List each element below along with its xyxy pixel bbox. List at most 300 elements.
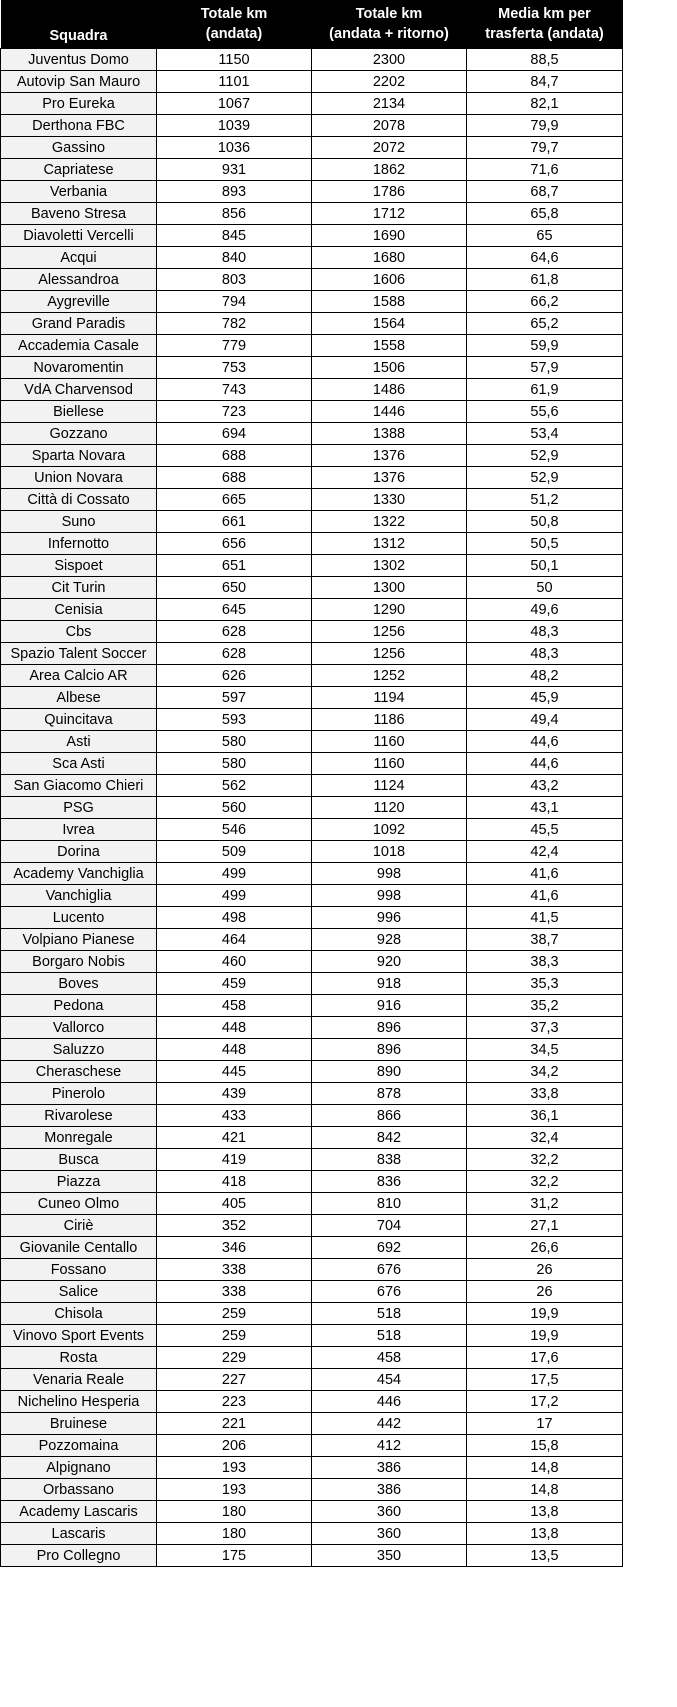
km-andata-cell: 650 (157, 577, 312, 599)
table-row (1, 753, 623, 775)
team-cell: Monregale (1, 1127, 157, 1149)
table-row (1, 313, 623, 335)
table-row (1, 1127, 623, 1149)
table-row (1, 467, 623, 489)
team-cell: Alessandroa (1, 269, 157, 291)
km-andata-cell: 418 (157, 1171, 312, 1193)
team-cell: Biellese (1, 401, 157, 423)
table-row (1, 1215, 623, 1237)
header-squadra-line-1: Squadra (49, 28, 108, 44)
team-cell: Giovanile Centallo (1, 1237, 157, 1259)
table-row (1, 1391, 623, 1413)
table-row (1, 269, 623, 291)
team-cell: Ciriè (1, 1215, 157, 1237)
table-row (1, 137, 623, 159)
table-row (1, 291, 623, 313)
km-andata-ritorno-cell: 676 (312, 1281, 467, 1303)
km-andata-ritorno-cell: 1092 (312, 819, 467, 841)
km-andata-cell: 206 (157, 1435, 312, 1457)
table-row (1, 621, 623, 643)
km-andata-cell: 1101 (157, 71, 312, 93)
media-km-cell: 64,6 (467, 247, 623, 269)
team-cell: Cenisia (1, 599, 157, 621)
table-row (1, 1523, 623, 1545)
team-cell: Sca Asti (1, 753, 157, 775)
table-body (1, 49, 623, 1567)
km-andata-ritorno-cell: 1712 (312, 203, 467, 225)
team-cell: Accademia Casale (1, 335, 157, 357)
table-row (1, 247, 623, 269)
team-cell: Vallorco (1, 1017, 157, 1039)
km-andata-ritorno-cell: 518 (312, 1303, 467, 1325)
km-andata-cell: 628 (157, 643, 312, 665)
km-andata-ritorno-cell: 1186 (312, 709, 467, 731)
km-andata-cell: 229 (157, 1347, 312, 1369)
table-row (1, 1193, 623, 1215)
header-totale-ar-line-1: Totale km (355, 6, 423, 22)
km-andata-ritorno-cell: 360 (312, 1501, 467, 1523)
media-km-cell: 61,9 (467, 379, 623, 401)
table-row (1, 401, 623, 423)
media-km-cell: 44,6 (467, 731, 623, 753)
km-andata-ritorno-cell: 2300 (312, 49, 467, 71)
km-andata-cell: 445 (157, 1061, 312, 1083)
header-media-line-1: Media km per (498, 6, 591, 22)
km-andata-cell: 448 (157, 1017, 312, 1039)
media-km-cell: 38,7 (467, 929, 623, 951)
table-row (1, 489, 623, 511)
km-andata-cell: 259 (157, 1325, 312, 1347)
media-km-cell: 48,3 (467, 643, 623, 665)
km-andata-ritorno-cell: 1256 (312, 621, 467, 643)
team-cell: Busca (1, 1149, 157, 1171)
km-andata-cell: 1150 (157, 49, 312, 71)
km-andata-ritorno-cell: 920 (312, 951, 467, 973)
team-cell: Acqui (1, 247, 157, 269)
team-cell: Borgaro Nobis (1, 951, 157, 973)
media-km-cell: 52,9 (467, 445, 623, 467)
km-andata-ritorno-cell: 1256 (312, 643, 467, 665)
km-andata-cell: 499 (157, 863, 312, 885)
table-row (1, 775, 623, 797)
table-row (1, 577, 623, 599)
team-cell: Juventus Domo (1, 49, 157, 71)
km-andata-cell: 221 (157, 1413, 312, 1435)
table-row (1, 555, 623, 577)
km-andata-cell: 509 (157, 841, 312, 863)
km-andata-cell: 433 (157, 1105, 312, 1127)
media-km-cell: 55,6 (467, 401, 623, 423)
km-andata-cell: 580 (157, 753, 312, 775)
media-km-cell: 14,8 (467, 1457, 623, 1479)
team-cell: Albese (1, 687, 157, 709)
media-km-cell: 61,8 (467, 269, 623, 291)
km-andata-cell: 448 (157, 1039, 312, 1061)
km-andata-cell: 193 (157, 1479, 312, 1501)
team-cell: Baveno Stresa (1, 203, 157, 225)
km-andata-cell: 338 (157, 1281, 312, 1303)
table-row (1, 423, 623, 445)
km-andata-ritorno-cell: 1018 (312, 841, 467, 863)
team-cell: Rivarolese (1, 1105, 157, 1127)
media-km-cell: 33,8 (467, 1083, 623, 1105)
team-cell: Cheraschese (1, 1061, 157, 1083)
media-km-cell: 37,3 (467, 1017, 623, 1039)
km-andata-cell: 688 (157, 467, 312, 489)
km-andata-cell: 338 (157, 1259, 312, 1281)
media-km-cell: 14,8 (467, 1479, 623, 1501)
km-andata-ritorno-cell: 1300 (312, 577, 467, 599)
table-row (1, 511, 623, 533)
km-andata-cell: 1039 (157, 115, 312, 137)
team-cell: Diavoletti Vercelli (1, 225, 157, 247)
km-andata-ritorno-cell: 878 (312, 1083, 467, 1105)
table-row (1, 643, 623, 665)
media-km-cell: 68,7 (467, 181, 623, 203)
km-andata-ritorno-cell: 1388 (312, 423, 467, 445)
km-andata-ritorno-cell: 838 (312, 1149, 467, 1171)
km-andata-ritorno-cell: 458 (312, 1347, 467, 1369)
km-andata-ritorno-cell: 996 (312, 907, 467, 929)
km-andata-cell: 645 (157, 599, 312, 621)
km-andata-ritorno-cell: 928 (312, 929, 467, 951)
km-andata-ritorno-cell: 1558 (312, 335, 467, 357)
km-andata-ritorno-cell: 1486 (312, 379, 467, 401)
team-cell: Derthona FBC (1, 115, 157, 137)
team-cell: Novaromentin (1, 357, 157, 379)
km-andata-cell: 458 (157, 995, 312, 1017)
km-andata-cell: 560 (157, 797, 312, 819)
km-andata-cell: 180 (157, 1523, 312, 1545)
media-km-cell: 26 (467, 1259, 623, 1281)
header-row (1, 0, 623, 49)
km-andata-ritorno-cell: 446 (312, 1391, 467, 1413)
km-andata-ritorno-cell: 1290 (312, 599, 467, 621)
table-row (1, 115, 623, 137)
media-km-cell: 26 (467, 1281, 623, 1303)
team-cell: Lucento (1, 907, 157, 929)
km-andata-ritorno-cell: 1506 (312, 357, 467, 379)
table-row (1, 1303, 623, 1325)
media-km-cell: 53,4 (467, 423, 623, 445)
km-andata-cell: 405 (157, 1193, 312, 1215)
media-km-cell: 41,6 (467, 885, 623, 907)
media-km-cell: 42,4 (467, 841, 623, 863)
table-row (1, 203, 623, 225)
km-andata-ritorno-cell: 1120 (312, 797, 467, 819)
km-andata-cell: 593 (157, 709, 312, 731)
km-andata-ritorno-cell: 676 (312, 1259, 467, 1281)
km-andata-cell: 1067 (157, 93, 312, 115)
table-row (1, 819, 623, 841)
media-km-cell: 48,2 (467, 665, 623, 687)
table-row (1, 797, 623, 819)
table-row (1, 1369, 623, 1391)
table-row (1, 731, 623, 753)
km-andata-cell: 779 (157, 335, 312, 357)
km-andata-cell: 580 (157, 731, 312, 753)
table-row (1, 841, 623, 863)
team-cell: Sparta Novara (1, 445, 157, 467)
media-km-cell: 32,2 (467, 1149, 623, 1171)
media-km-cell: 13,8 (467, 1523, 623, 1545)
media-km-cell: 59,9 (467, 335, 623, 357)
media-km-cell: 52,9 (467, 467, 623, 489)
table-row (1, 1083, 623, 1105)
km-andata-ritorno-cell: 2134 (312, 93, 467, 115)
km-andata-ritorno-cell: 1564 (312, 313, 467, 335)
table-row (1, 1149, 623, 1171)
table-row (1, 709, 623, 731)
team-cell: Academy Vanchiglia (1, 863, 157, 885)
team-cell: Boves (1, 973, 157, 995)
team-cell: Sispoet (1, 555, 157, 577)
media-km-cell: 38,3 (467, 951, 623, 973)
table-row (1, 445, 623, 467)
media-km-cell: 84,7 (467, 71, 623, 93)
km-andata-ritorno-cell: 386 (312, 1457, 467, 1479)
table-row (1, 1347, 623, 1369)
media-km-cell: 88,5 (467, 49, 623, 71)
table-row (1, 1281, 623, 1303)
team-cell: Aygreville (1, 291, 157, 313)
team-cell: Vinovo Sport Events (1, 1325, 157, 1347)
team-cell: Volpiano Pianese (1, 929, 157, 951)
km-andata-cell: 419 (157, 1149, 312, 1171)
km-andata-ritorno-cell: 1376 (312, 467, 467, 489)
media-km-cell: 50 (467, 577, 623, 599)
team-cell: Cit Turin (1, 577, 157, 599)
team-cell: Gozzano (1, 423, 157, 445)
media-km-cell: 27,1 (467, 1215, 623, 1237)
km-andata-cell: 439 (157, 1083, 312, 1105)
table-row (1, 1435, 623, 1457)
media-km-cell: 34,2 (467, 1061, 623, 1083)
table-row (1, 907, 623, 929)
km-andata-ritorno-cell: 518 (312, 1325, 467, 1347)
media-km-cell: 32,4 (467, 1127, 623, 1149)
media-km-cell: 49,4 (467, 709, 623, 731)
table-row (1, 1545, 623, 1567)
km-andata-ritorno-cell: 412 (312, 1435, 467, 1457)
team-cell: Venaria Reale (1, 1369, 157, 1391)
table-row (1, 335, 623, 357)
km-andata-cell: 794 (157, 291, 312, 313)
media-km-cell: 31,2 (467, 1193, 623, 1215)
team-cell: Cbs (1, 621, 157, 643)
team-cell: Salice (1, 1281, 157, 1303)
media-km-cell: 65,2 (467, 313, 623, 335)
team-cell: Ivrea (1, 819, 157, 841)
media-km-cell: 51,2 (467, 489, 623, 511)
km-andata-ritorno-cell: 1786 (312, 181, 467, 203)
km-andata-ritorno-cell: 2078 (312, 115, 467, 137)
team-cell: Bruinese (1, 1413, 157, 1435)
table-row (1, 1039, 623, 1061)
km-andata-ritorno-cell: 2072 (312, 137, 467, 159)
team-cell: Autovip San Mauro (1, 71, 157, 93)
team-cell: Suno (1, 511, 157, 533)
km-andata-ritorno-cell: 360 (312, 1523, 467, 1545)
media-km-cell: 41,5 (467, 907, 623, 929)
km-andata-ritorno-cell: 1680 (312, 247, 467, 269)
team-cell: Asti (1, 731, 157, 753)
team-cell: Rosta (1, 1347, 157, 1369)
media-km-cell: 50,8 (467, 511, 623, 533)
km-andata-ritorno-cell: 1862 (312, 159, 467, 181)
media-km-cell: 49,6 (467, 599, 623, 621)
km-andata-cell: 753 (157, 357, 312, 379)
media-km-cell: 19,9 (467, 1325, 623, 1347)
km-andata-ritorno-cell: 1194 (312, 687, 467, 709)
km-andata-ritorno-cell: 810 (312, 1193, 467, 1215)
km-andata-ritorno-cell: 842 (312, 1127, 467, 1149)
km-andata-cell: 845 (157, 225, 312, 247)
table-row (1, 357, 623, 379)
media-km-cell: 45,5 (467, 819, 623, 841)
table-row (1, 1171, 623, 1193)
km-andata-ritorno-cell: 1160 (312, 731, 467, 753)
team-cell: Chisola (1, 1303, 157, 1325)
team-cell: Union Novara (1, 467, 157, 489)
header-media-km (467, 0, 623, 49)
team-cell: Academy Lascaris (1, 1501, 157, 1523)
km-andata-ritorno-cell: 1322 (312, 511, 467, 533)
header-totale-andata-line-1: Totale km (200, 6, 268, 22)
team-cell: Pinerolo (1, 1083, 157, 1105)
header-squadra (1, 0, 157, 49)
km-andata-cell: 893 (157, 181, 312, 203)
table-row (1, 995, 623, 1017)
table-row (1, 93, 623, 115)
media-km-cell: 36,1 (467, 1105, 623, 1127)
table-row (1, 863, 623, 885)
km-andata-ritorno-cell: 692 (312, 1237, 467, 1259)
km-andata-cell: 694 (157, 423, 312, 445)
team-cell: Pro Eureka (1, 93, 157, 115)
km-andata-cell: 464 (157, 929, 312, 951)
media-km-cell: 44,6 (467, 753, 623, 775)
media-km-cell: 71,6 (467, 159, 623, 181)
km-andata-cell: 562 (157, 775, 312, 797)
table-row (1, 1259, 623, 1281)
team-cell: Quincitava (1, 709, 157, 731)
table-header (1, 0, 623, 49)
header-totale-km-andata-ritorno (312, 0, 467, 49)
media-km-cell: 45,9 (467, 687, 623, 709)
km-andata-cell: 743 (157, 379, 312, 401)
media-km-cell: 19,9 (467, 1303, 623, 1325)
team-cell: Gassino (1, 137, 157, 159)
km-andata-ritorno-cell: 836 (312, 1171, 467, 1193)
media-km-cell: 35,2 (467, 995, 623, 1017)
media-km-cell: 41,6 (467, 863, 623, 885)
team-cell: Verbania (1, 181, 157, 203)
km-andata-cell: 180 (157, 1501, 312, 1523)
km-andata-ritorno-cell: 916 (312, 995, 467, 1017)
km-andata-cell: 421 (157, 1127, 312, 1149)
km-andata-cell: 259 (157, 1303, 312, 1325)
header-totale-km-andata (157, 0, 312, 49)
team-cell: Orbassano (1, 1479, 157, 1501)
km-andata-cell: 352 (157, 1215, 312, 1237)
table-row (1, 687, 623, 709)
table-row (1, 159, 623, 181)
table-row (1, 929, 623, 951)
km-andata-cell: 546 (157, 819, 312, 841)
km-andata-ritorno-cell: 1160 (312, 753, 467, 775)
km-andata-cell: 661 (157, 511, 312, 533)
km-andata-ritorno-cell: 896 (312, 1039, 467, 1061)
km-andata-ritorno-cell: 1606 (312, 269, 467, 291)
km-andata-ritorno-cell: 386 (312, 1479, 467, 1501)
km-andata-cell: 931 (157, 159, 312, 181)
table-row (1, 1061, 623, 1083)
km-andata-ritorno-cell: 2202 (312, 71, 467, 93)
km-andata-ritorno-cell: 1252 (312, 665, 467, 687)
km-andata-cell: 346 (157, 1237, 312, 1259)
km-andata-cell: 688 (157, 445, 312, 467)
team-cell: Fossano (1, 1259, 157, 1281)
km-andata-ritorno-cell: 998 (312, 885, 467, 907)
km-andata-cell: 499 (157, 885, 312, 907)
media-km-cell: 17 (467, 1413, 623, 1435)
km-andata-ritorno-cell: 1446 (312, 401, 467, 423)
media-km-cell: 82,1 (467, 93, 623, 115)
media-km-cell: 35,3 (467, 973, 623, 995)
table-row (1, 379, 623, 401)
team-cell: Alpignano (1, 1457, 157, 1479)
header-totale-ar-line-2: (andata + ritorno) (329, 26, 449, 42)
km-andata-ritorno-cell: 350 (312, 1545, 467, 1567)
team-cell: PSG (1, 797, 157, 819)
km-andata-cell: 626 (157, 665, 312, 687)
table-row (1, 1479, 623, 1501)
km-andata-ritorno-cell: 1690 (312, 225, 467, 247)
header-media-line-2: trasferta (andata) (485, 26, 604, 42)
team-cell: Spazio Talent Soccer (1, 643, 157, 665)
table-row (1, 599, 623, 621)
km-andata-ritorno-cell: 1588 (312, 291, 467, 313)
team-cell: VdA Charvensod (1, 379, 157, 401)
km-andata-ritorno-cell: 890 (312, 1061, 467, 1083)
header-totale-andata-line-2: (andata) (205, 26, 263, 42)
team-cell: Nichelino Hesperia (1, 1391, 157, 1413)
table-row (1, 181, 623, 203)
team-cell: Capriatese (1, 159, 157, 181)
team-cell: Città di Cossato (1, 489, 157, 511)
km-andata-cell: 498 (157, 907, 312, 929)
media-km-cell: 32,2 (467, 1171, 623, 1193)
team-cell: Area Calcio AR (1, 665, 157, 687)
km-andata-cell: 175 (157, 1545, 312, 1567)
media-km-cell: 13,5 (467, 1545, 623, 1567)
media-km-cell: 65 (467, 225, 623, 247)
table-row (1, 1017, 623, 1039)
table-row (1, 225, 623, 247)
km-andata-ritorno-cell: 704 (312, 1215, 467, 1237)
team-cell: Saluzzo (1, 1039, 157, 1061)
km-andata-cell: 803 (157, 269, 312, 291)
km-andata-cell: 460 (157, 951, 312, 973)
km-andata-cell: 193 (157, 1457, 312, 1479)
media-km-cell: 17,6 (467, 1347, 623, 1369)
km-andata-cell: 227 (157, 1369, 312, 1391)
table-row (1, 885, 623, 907)
km-andata-cell: 782 (157, 313, 312, 335)
team-cell: San Giacomo Chieri (1, 775, 157, 797)
media-km-cell: 43,1 (467, 797, 623, 819)
